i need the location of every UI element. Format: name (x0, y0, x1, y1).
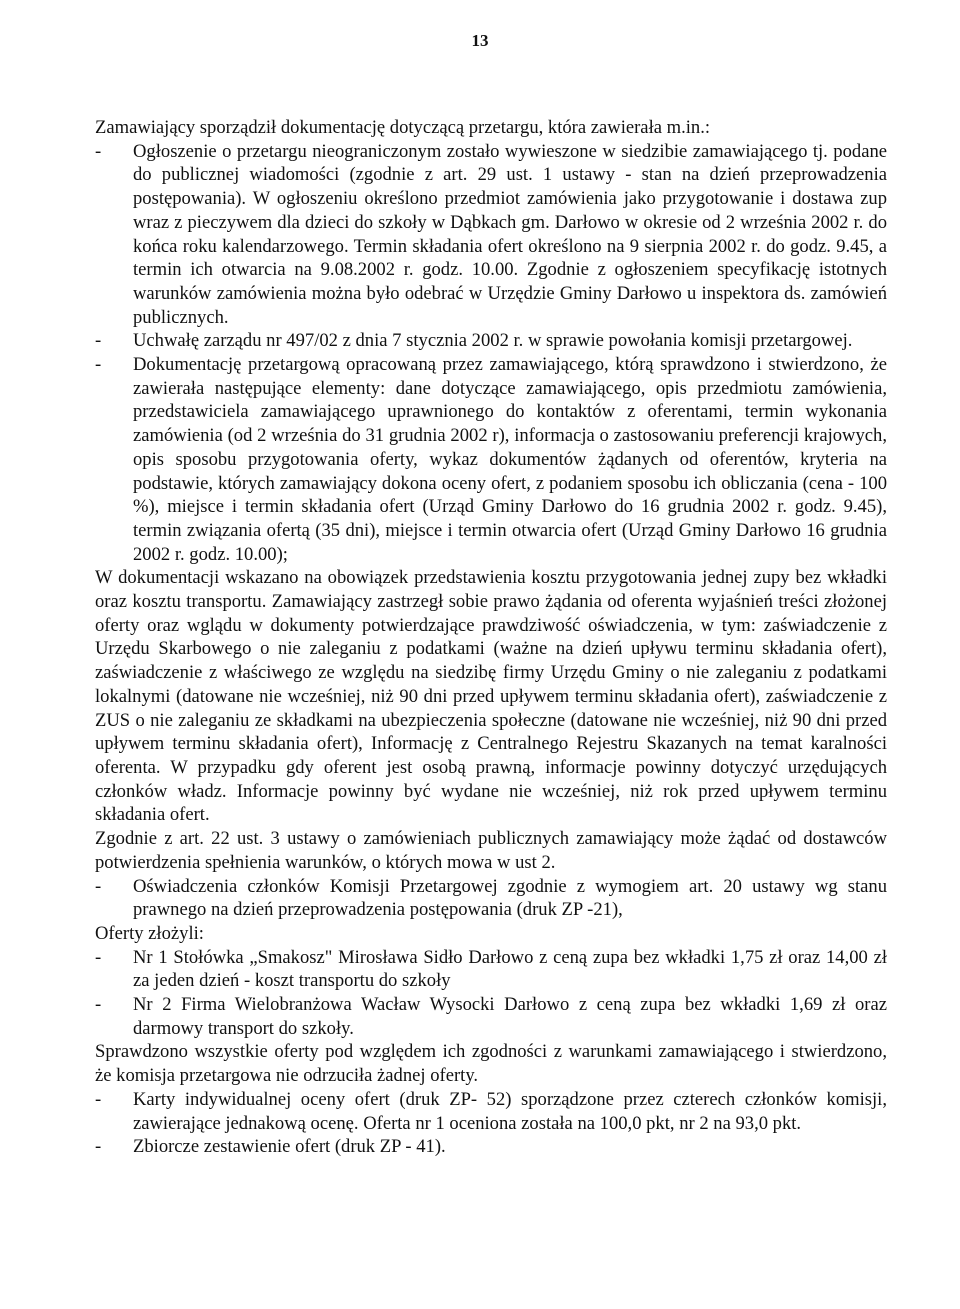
list-dash: - (95, 994, 102, 1016)
page-number: 13 (471, 31, 489, 50)
list-dash: - (95, 875, 102, 897)
list-item-text: Zbiorcze zestawienie ofert (druk ZP - 41). (133, 1136, 446, 1158)
list-item-text: Dokumentację przetargową opracowaną przez zamawiającego, którą sprawdzono i stwierdzono, że zawierała następujące elementy: dane dotyczące zamawiającego, opis przedmiotu zamówienia, przedstawiciela zamawiającego uprawnionego do kontaktów z oferentami, termin wykonania zamówienia (od 2 września do 31 grudnia 2002 r), informacja o zastosowaniu preferencji krajowych, opis sposobu przygotowania oferty, wykaz dokumentów żądanych od oferentów, kryteria na podstawie, których zamawiający dokona oceny ofert, z podaniem sposobu ich obliczania (cena - 100 %), miejsce i termin składania ofert (Urząd Gminy Darłowo do 16 grudnia 2002 r. godz. 9.45), termin związania ofertą (35 dni), miejsce i termin otwarcia ofert (Urząd Gminy Darłowo 16 grudnia 2002 r. godz. 10.00); (133, 354, 887, 565)
list-item (95, 1088, 887, 1135)
list-item (95, 1135, 887, 1159)
list-dash: - (95, 354, 102, 376)
paragraph: Zgodnie z art. 22 ust. 3 ustawy o zamówieniach publicznych zamawiający może żądać od dostawców potwierdzenia spełnienia warunków, o których mowa w ust 2. (95, 828, 887, 873)
paragraph: Sprawdzono wszystkie oferty pod względem ich zgodności z warunkami zamawiającego i stwierdzono, że komisja przetargowa nie odrzuciła żadnej oferty. (95, 1041, 887, 1087)
paragraph: Oferty złożyli: (95, 922, 204, 944)
list-item (95, 993, 887, 1040)
list-item-text: Nr 2 Firma Wielobranżowa Wacław Wysocki Darłowo z ceną zupa bez wkładki 1,69 zł oraz darmowy transport do szkoły. (133, 994, 887, 1039)
list-dash: - (95, 1088, 102, 1110)
list-item-text: Ogłoszenie o przetargu nieograniczonym zostało wywieszone w siedzibie zamawiającego tj. podane do publicznej wiadomości (zgodnie z art. 29 ust. 1 ustawy - stan na dzień przeprowadzenia postępowania). W ogłoszeniu określono przedmiot zamówienia jako przygotowanie i dostawa zup wraz z pieczywem dla dzieci do szkoły w Dąbkach gm. Darłowo w okresie od 2 września 2002 r. do końca roku kalendarzowego. Termin składania ofert określono na 9 sierpnia 2002 r. do godz. 9.45, a termin ich otwarcia na 9.08.2002 r. godz. 10.00. Zgodnie z ogłoszeniem specyfikację istotnych warunków zamówienia można było odebrać w Urzędzie Gminy Darłowo u inspektora ds. zamówień publicznych. (133, 140, 887, 328)
list-item (95, 946, 887, 993)
list-item-text: Oświadczenia członków Komisji Przetargowej zgodnie z wymogiem art. 20 ustawy wg stanu prawnego na dzień przeprowadzenia postępowania (druk ZP -21), (133, 875, 887, 921)
list-dash: - (95, 330, 102, 352)
list-item (95, 329, 887, 353)
list-item-text: Uchwałę zarządu nr 497/02 z dnia 7 stycznia 2002 r. w sprawie powołania komisji przetargowej. (133, 330, 853, 352)
list-item-text: Nr 1 Stołówka „Smakosz" Mirosława Sidło Darłowo z ceną zupa bez wkładki 1,75 zł oraz 14,00 zł za jeden dzień - koszt transportu do szkoły (133, 946, 887, 992)
list-item (95, 140, 887, 330)
list-item (95, 353, 887, 566)
list-item (95, 875, 887, 922)
list-dash: - (95, 946, 102, 968)
list-dash: - (95, 140, 102, 162)
paragraph: Zamawiający sporządził dokumentację dotyczącą przetargu, która zawierała m.in.: (95, 117, 711, 138)
list-item-text: Karty indywidualnej oceny ofert (druk ZP- 52) sporządzone przez czterech członków komisji, zawierające jednakową ocenę. Oferta nr 1 oceniona została na 100,0 pkt, nr 2 na 93,0 pkt. (133, 1088, 887, 1134)
paragraph: W dokumentacji wskazano na obowiązek przedstawienia kosztu przygotowania jednej zupy bez wkładki oraz kosztu transportu. Zamawiający zastrzegł sobie prawo żądania od oferenta wyjaśnień treści złożonej oferty oraz wglądu w dokumenty potwierdzające prawdziwość oświadczenia, w tym: zaświadczenie z Urzędu Skarbowego o nie zaleganiu z podatkami (ważne na dzień upływu terminu składania ofert), zaświadczenie z właściwego ze względu na siedzibę firmy Urzędu Gminy o nie zaleganiu z podatkami lokalnymi (datowane nie wcześniej, niż 90 dni przed upływem terminu składania ofert), zaświadczenie z ZUS o nie zaleganiu ze składkami na ubezpieczenia społeczne (datowane nie wcześniej, niż 90 dni przed upływem terminu składania ofert), Informację z Centralnego Rejestru Skazanych na temat karalności oferenta. W przypadku gdy oferent jest osobą prawną, informacje powinny dotyczyć urzędujących członków władz. Informacje powinny być wydane nie wcześniej, niż rok przed upływem terminu składania ofert. (95, 567, 887, 826)
document-body (95, 116, 887, 1159)
list-dash: - (95, 1136, 102, 1158)
